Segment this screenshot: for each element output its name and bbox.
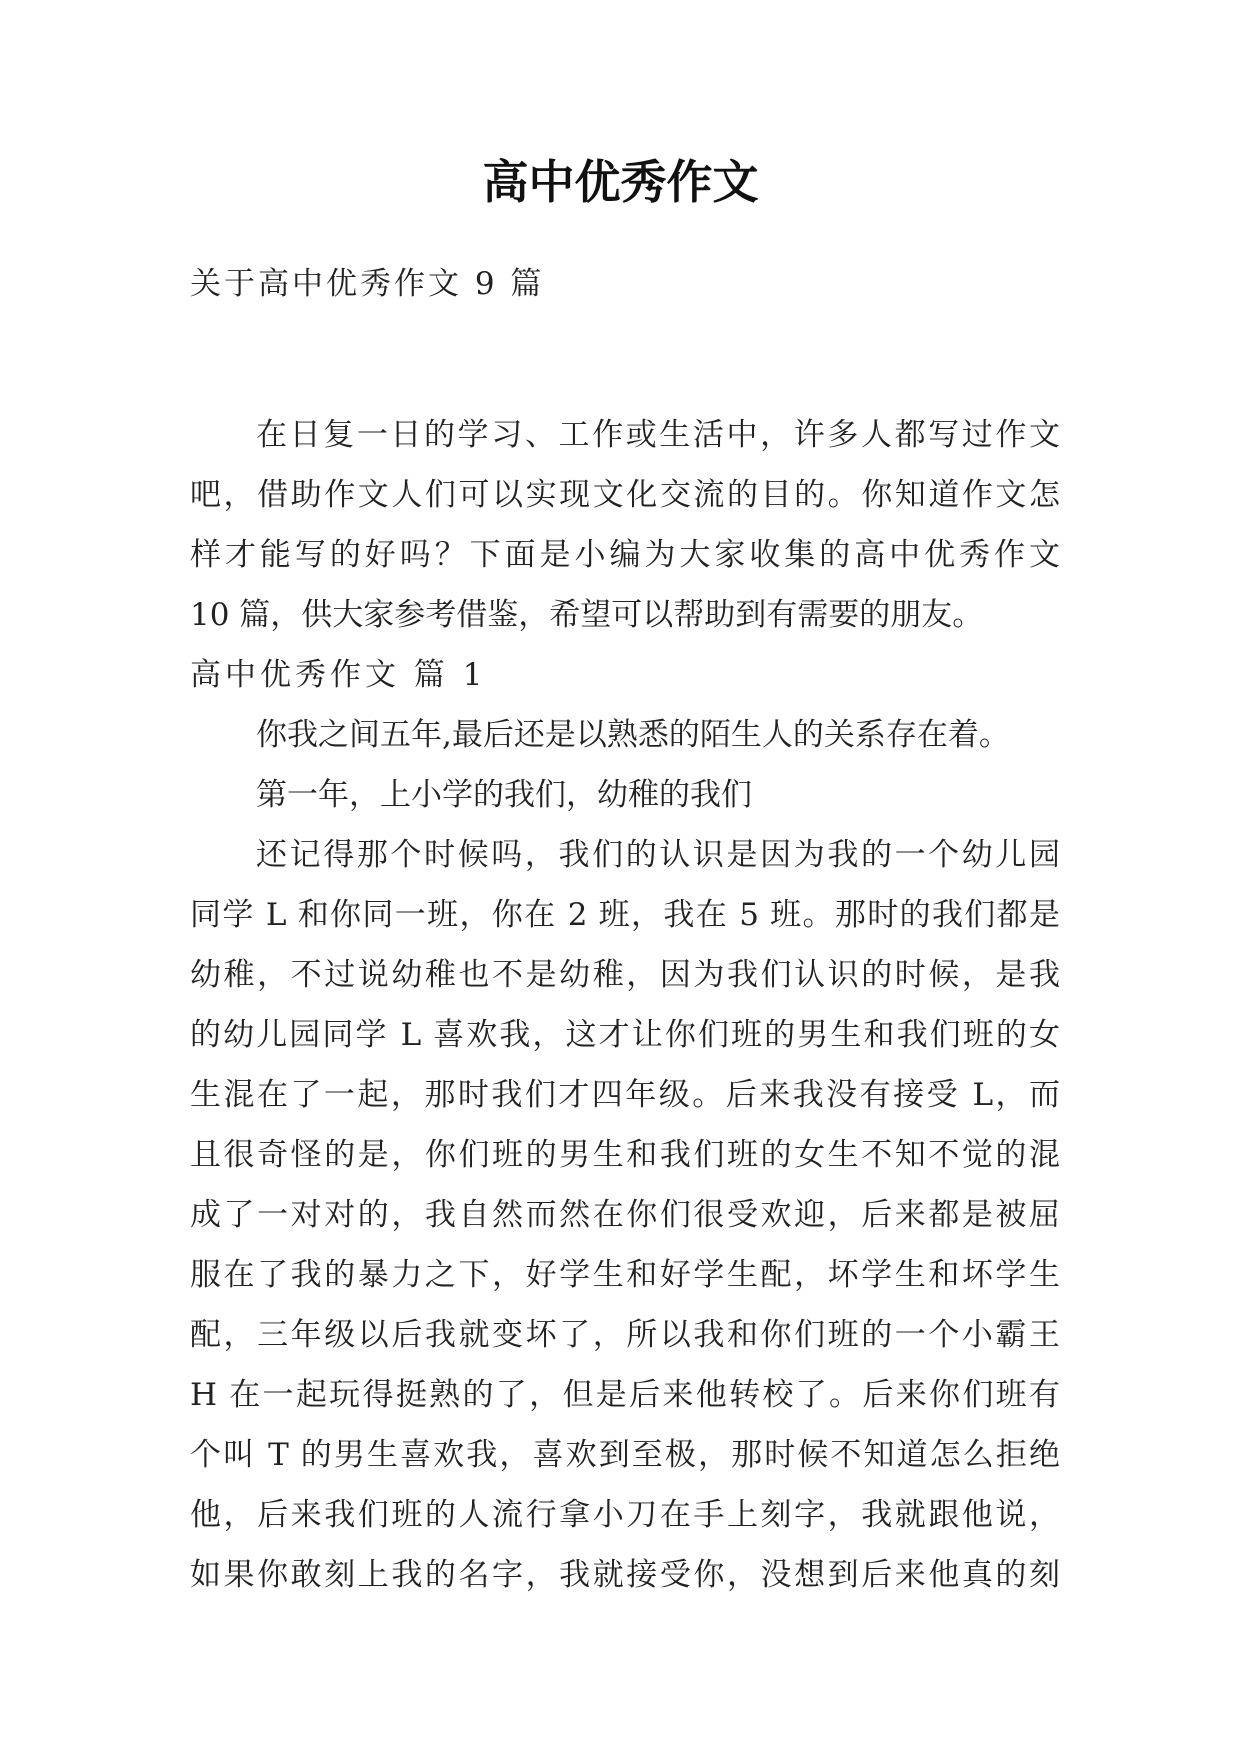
paragraph-line: 还记得那个时候吗，我们的认识是因为我的一个幼儿园 bbox=[256, 837, 1060, 873]
section-heading: 高中优秀作文 篇 1 bbox=[190, 657, 487, 693]
paragraph-line: 的幼儿园同学 L 喜欢我，这才让你们班的男生和我们班的女 bbox=[190, 1017, 1060, 1053]
intro-line: 样才能写的好吗？下面是小编为大家收集的高中优秀作文 bbox=[190, 537, 1060, 573]
paragraph-line: 配，三年级以后我就变坏了，所以我和你们班的一个小霸王 bbox=[190, 1317, 1060, 1353]
paragraph-line: 生混在了一起，那时我们才四年级。后来我没有接受 L，而 bbox=[190, 1077, 1060, 1113]
paragraph-line: 第一年，上小学的我们，幼稚的我们 bbox=[256, 777, 752, 813]
paragraph-line: H 在一起玩得挺熟的了，但是后来他转校了。后来你们班有 bbox=[190, 1377, 1060, 1413]
intro-line: 在日复一日的学习、工作或生活中，许多人都写过作文 bbox=[256, 417, 1060, 453]
intro-line: 10 篇，供大家参考借鉴，希望可以帮助到有需要的朋友。 bbox=[190, 597, 984, 633]
document-subtitle: 关于高中优秀作文 9 篇 bbox=[190, 266, 545, 302]
paragraph-line: 个叫 T 的男生喜欢我，喜欢到至极，那时候不知道怎么拒绝 bbox=[190, 1437, 1060, 1473]
document-body bbox=[190, 405, 1060, 1605]
paragraph-line: 如果你敢刻上我的名字，我就接受你，没想到后来他真的刻 bbox=[190, 1557, 1060, 1593]
paragraph-line: 成了一对对的，我自然而然在你们很受欢迎，后来都是被屈 bbox=[190, 1197, 1060, 1233]
paragraph-line: 他，后来我们班的人流行拿小刀在手上刻字，我就跟他说， bbox=[190, 1497, 1060, 1533]
page-title: 高中优秀作文 bbox=[482, 155, 759, 209]
paragraph-line: 幼稚，不过说幼稚也不是幼稚，因为我们认识的时候，是我 bbox=[190, 957, 1060, 993]
paragraph-line: 你我之间五年,最后还是以熟悉的陌生人的关系存在着。 bbox=[256, 717, 1010, 753]
paragraph-line: 且很奇怪的是，你们班的男生和我们班的女生不知不觉的混 bbox=[190, 1137, 1060, 1173]
paragraph-line: 同学 L 和你同一班，你在 2 班，我在 5 班。那时的我们都是 bbox=[190, 897, 1060, 933]
paragraph-line: 服在了我的暴力之下，好学生和好学生配，坏学生和坏学生 bbox=[190, 1257, 1060, 1293]
intro-line: 吧，借助作文人们可以实现文化交流的目的。你知道作文怎 bbox=[190, 477, 1060, 513]
